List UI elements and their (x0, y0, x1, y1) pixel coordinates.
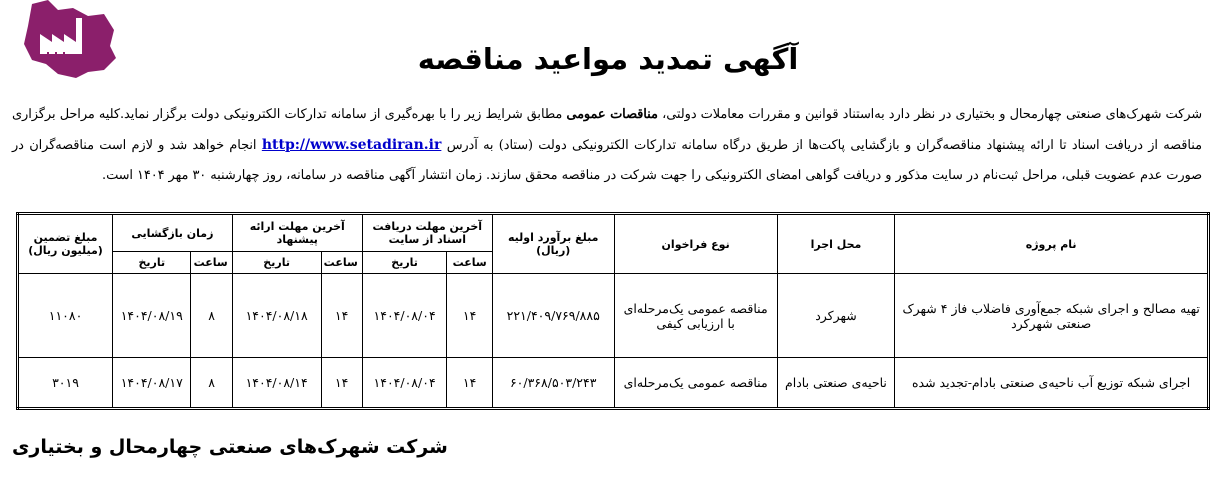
subheader-date: تاریخ (362, 252, 447, 274)
cell-bid-time: ۱۴ (321, 274, 362, 358)
subheader-date: تاریخ (113, 252, 191, 274)
cell-bid-date: ۱۴۰۴/۰۸/۱۸ (232, 274, 321, 358)
cell-call-type: مناقصه عمومی یک‌مرحله‌ای با ارزیابی کیفی (614, 274, 777, 358)
header-doc-deadline: آخرین مهلت دریافت اسناد از سایت (362, 214, 492, 252)
header-guarantee: مبلغ تضمین (میلیون ریال) (18, 214, 113, 274)
cell-bid-date: ۱۴۰۴/۰۸/۱۴ (232, 358, 321, 409)
header-call-type: نوع فراخوان (614, 214, 777, 274)
cell-location: ناحیه‌ی صنعتی بادام (777, 358, 895, 409)
cell-estimate: ۶۰/۳۶۸/۵۰۳/۲۴۳ (492, 358, 614, 409)
cell-location: شهرکرد (777, 274, 895, 358)
subheader-date: تاریخ (232, 252, 321, 274)
notice-text-part1: شرکت شهرک‌های صنعتی چهارمحال و بختیاری در نظر دارد به‌استناد قوانین و مقررات معاملات دولتی، (662, 107, 1202, 122)
cell-doc-time: ۱۴ (447, 358, 492, 409)
setadiran-link[interactable]: http://www.setadiran.ir (261, 137, 442, 153)
header-project-name: نام پروژه (895, 214, 1209, 274)
cell-estimate: ۲۲۱/۴۰۹/۷۶۹/۸۸۵ (492, 274, 614, 358)
subheader-time: ساعت (321, 252, 362, 274)
cell-call-type: مناقصه عمومی یک‌مرحله‌ای (614, 358, 777, 409)
cell-doc-time: ۱۴ (447, 274, 492, 358)
company-signature: شرکت شهرک‌های صنعتی چهارمحال و بختیاری (12, 436, 448, 458)
tender-table (16, 212, 1210, 410)
cell-open-time: ۸ (191, 274, 232, 358)
cell-guarantee: ۳۰۱۹ (18, 358, 113, 409)
cell-doc-date: ۱۴۰۴/۰۸/۰۴ (362, 274, 447, 358)
notice-text-part2: مطابق شرایط زیر را با بهره‌گیری از سامانه تدارکات الکترونیکی دولت برگزار نماید.کلیه مراحل برگزاری مناقصه از دریافت اسناد تا ارائه پیشنهاد مناقصه‌گران و بازگشایی پاکت‌ها از طریق درگاه سامانه تدارکات الکترونیکی دولت (ستاد) به آدرس (12, 107, 1202, 153)
notice-title: آگهی تمدید مواعید مناقصه (417, 42, 799, 76)
subheader-time: ساعت (447, 252, 492, 274)
table-row (18, 274, 1209, 358)
cell-open-date: ۱۴۰۴/۰۸/۱۹ (113, 274, 191, 358)
cell-project: اجرای شبکه توزیع آب ناحیه‌ی صنعتی بادام-تجدید شده (895, 358, 1209, 409)
header-location: محل اجرا (777, 214, 895, 274)
cell-bid-time: ۱۴ (321, 358, 362, 409)
subheader-time: ساعت (191, 252, 232, 274)
notice-bold-term: مناقصات عمومی (566, 107, 658, 122)
notice-body (12, 100, 1202, 191)
header-bid-deadline: آخرین مهلت ارائه پیشنهاد (232, 214, 362, 252)
cell-doc-date: ۱۴۰۴/۰۸/۰۴ (362, 358, 447, 409)
table-row (18, 358, 1209, 409)
cell-project: تهیه مصالح و اجرای شبکه جمع‌آوری فاضلاب فاز ۴ شهرک صنعتی شهرکرد (895, 274, 1209, 358)
cell-open-time: ۸ (191, 358, 232, 409)
cell-guarantee: ۱۱۰۸۰ (18, 274, 113, 358)
cell-open-date: ۱۴۰۴/۰۸/۱۷ (113, 358, 191, 409)
notice-text-part3: انجام خواهد شد و لازم است مناقصه‌گران در صورت عدم عضویت قبلی، مراحل ثبت‌نام در سایت مذکور و دریافت گواهی امضای الکترونیکی را جهت شرکت در مناقصه محقق سازند. زمان انتشار آگهی مناقصه در سامانه، روز چهارشنبه ۳۰ مهر ۱۴۰۴ است. (12, 138, 1202, 183)
header-opening-time: زمان بازگشایی (113, 214, 233, 252)
header-estimate: مبلغ برآورد اولیه (ریال) (492, 214, 614, 274)
